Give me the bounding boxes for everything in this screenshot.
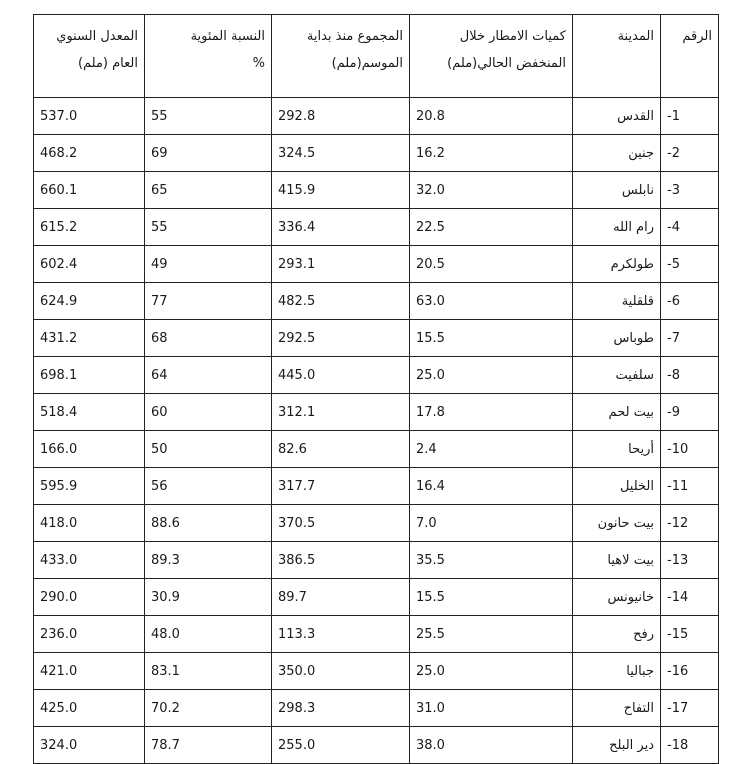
cell-number: -16 [661,653,719,690]
cell-annual-average: 624.9 [34,283,145,320]
cell-percentage: 55 [145,98,272,135]
cell-season-total: 386.5 [272,542,410,579]
cell-percentage: 64 [145,357,272,394]
header-current-low-rainfall: كميات الامطار خلال المنخفض الحالي(ملم) [410,15,573,98]
table-row [34,542,719,579]
table-row [34,468,719,505]
cell-season-total: 370.5 [272,505,410,542]
cell-city: طوباس [573,320,661,357]
cell-season-total: 82.6 [272,431,410,468]
cell-annual-average: 698.1 [34,357,145,394]
cell-current-low-rainfall: 31.0 [410,690,573,727]
cell-city: أريحا [573,431,661,468]
cell-percentage: 78.7 [145,727,272,764]
table-row [34,135,719,172]
cell-city: جنين [573,135,661,172]
table-row [34,690,719,727]
cell-annual-average: 431.2 [34,320,145,357]
cell-current-low-rainfall: 15.5 [410,579,573,616]
cell-percentage: 89.3 [145,542,272,579]
cell-city: التفاح [573,690,661,727]
cell-city: نابلس [573,172,661,209]
cell-percentage: 30.9 [145,579,272,616]
cell-annual-average: 595.9 [34,468,145,505]
cell-city: بيت لحم [573,394,661,431]
cell-number: -12 [661,505,719,542]
cell-annual-average: 236.0 [34,616,145,653]
table-row [34,727,719,764]
cell-season-total: 445.0 [272,357,410,394]
cell-percentage: 55 [145,209,272,246]
cell-number: -5 [661,246,719,283]
cell-annual-average: 425.0 [34,690,145,727]
cell-season-total: 292.5 [272,320,410,357]
table-row [34,98,719,135]
cell-current-low-rainfall: 2.4 [410,431,573,468]
cell-city: دير البلح [573,727,661,764]
cell-percentage: 69 [145,135,272,172]
cell-city: جباليا [573,653,661,690]
cell-current-low-rainfall: 16.2 [410,135,573,172]
cell-season-total: 415.9 [272,172,410,209]
cell-current-low-rainfall: 63.0 [410,283,573,320]
table-row [34,394,719,431]
table-row [34,172,719,209]
cell-percentage: 65 [145,172,272,209]
table-row [34,431,719,468]
cell-percentage: 70.2 [145,690,272,727]
cell-number: -11 [661,468,719,505]
table-row [34,616,719,653]
cell-season-total: 324.5 [272,135,410,172]
cell-number: -3 [661,172,719,209]
cell-percentage: 83.1 [145,653,272,690]
cell-current-low-rainfall: 38.0 [410,727,573,764]
cell-season-total: 113.3 [272,616,410,653]
cell-percentage: 48.0 [145,616,272,653]
cell-city: بيت لاهيا [573,542,661,579]
cell-annual-average: 324.0 [34,727,145,764]
cell-annual-average: 518.4 [34,394,145,431]
cell-number: -10 [661,431,719,468]
cell-annual-average: 602.4 [34,246,145,283]
cell-percentage: 68 [145,320,272,357]
cell-current-low-rainfall: 25.0 [410,653,573,690]
cell-current-low-rainfall: 25.0 [410,357,573,394]
table-row [34,653,719,690]
cell-current-low-rainfall: 7.0 [410,505,573,542]
cell-current-low-rainfall: 25.5 [410,616,573,653]
header-percentage: النسبة المئوية % [145,15,272,98]
cell-number: -7 [661,320,719,357]
table-row [34,320,719,357]
cell-number: -18 [661,727,719,764]
cell-season-total: 255.0 [272,727,410,764]
table-row [34,283,719,320]
table-row [34,209,719,246]
cell-number: -13 [661,542,719,579]
cell-city: قلقلية [573,283,661,320]
cell-current-low-rainfall: 15.5 [410,320,573,357]
cell-season-total: 298.3 [272,690,410,727]
table-row [34,357,719,394]
cell-annual-average: 418.0 [34,505,145,542]
cell-number: -14 [661,579,719,616]
cell-number: -6 [661,283,719,320]
cell-current-low-rainfall: 32.0 [410,172,573,209]
header-annual-average: المعدل السنوي العام (ملم) [34,15,145,98]
cell-current-low-rainfall: 20.5 [410,246,573,283]
rainfall-table [33,14,719,764]
cell-season-total: 312.1 [272,394,410,431]
cell-city: بيت حانون [573,505,661,542]
cell-annual-average: 660.1 [34,172,145,209]
header-row [34,15,719,98]
rainfall-table-body [34,15,719,764]
cell-current-low-rainfall: 16.4 [410,468,573,505]
cell-current-low-rainfall: 17.8 [410,394,573,431]
cell-season-total: 293.1 [272,246,410,283]
table-row [34,246,719,283]
cell-current-low-rainfall: 35.5 [410,542,573,579]
cell-number: -1 [661,98,719,135]
cell-number: -17 [661,690,719,727]
cell-number: -2 [661,135,719,172]
table-row [34,579,719,616]
cell-annual-average: 615.2 [34,209,145,246]
header-season-total: المجموع منذ بداية الموسم(ملم) [272,15,410,98]
cell-annual-average: 290.0 [34,579,145,616]
cell-season-total: 350.0 [272,653,410,690]
cell-number: -15 [661,616,719,653]
cell-city: خانيونس [573,579,661,616]
cell-number: -9 [661,394,719,431]
cell-number: -4 [661,209,719,246]
cell-percentage: 56 [145,468,272,505]
cell-season-total: 482.5 [272,283,410,320]
cell-percentage: 60 [145,394,272,431]
cell-season-total: 89.7 [272,579,410,616]
cell-city: القدس [573,98,661,135]
cell-season-total: 292.8 [272,98,410,135]
cell-annual-average: 166.0 [34,431,145,468]
cell-city: رفح [573,616,661,653]
cell-percentage: 49 [145,246,272,283]
cell-city: سلفيت [573,357,661,394]
cell-number: -8 [661,357,719,394]
cell-annual-average: 433.0 [34,542,145,579]
cell-current-low-rainfall: 22.5 [410,209,573,246]
cell-city: الخليل [573,468,661,505]
cell-percentage: 50 [145,431,272,468]
cell-annual-average: 537.0 [34,98,145,135]
cell-city: رام الله [573,209,661,246]
cell-season-total: 317.7 [272,468,410,505]
cell-annual-average: 468.2 [34,135,145,172]
header-city: المدينة [573,15,661,98]
table-row [34,505,719,542]
cell-city: طولكرم [573,246,661,283]
cell-current-low-rainfall: 20.8 [410,98,573,135]
cell-season-total: 336.4 [272,209,410,246]
cell-percentage: 77 [145,283,272,320]
header-number: الرقم [661,15,719,98]
cell-percentage: 88.6 [145,505,272,542]
cell-annual-average: 421.0 [34,653,145,690]
